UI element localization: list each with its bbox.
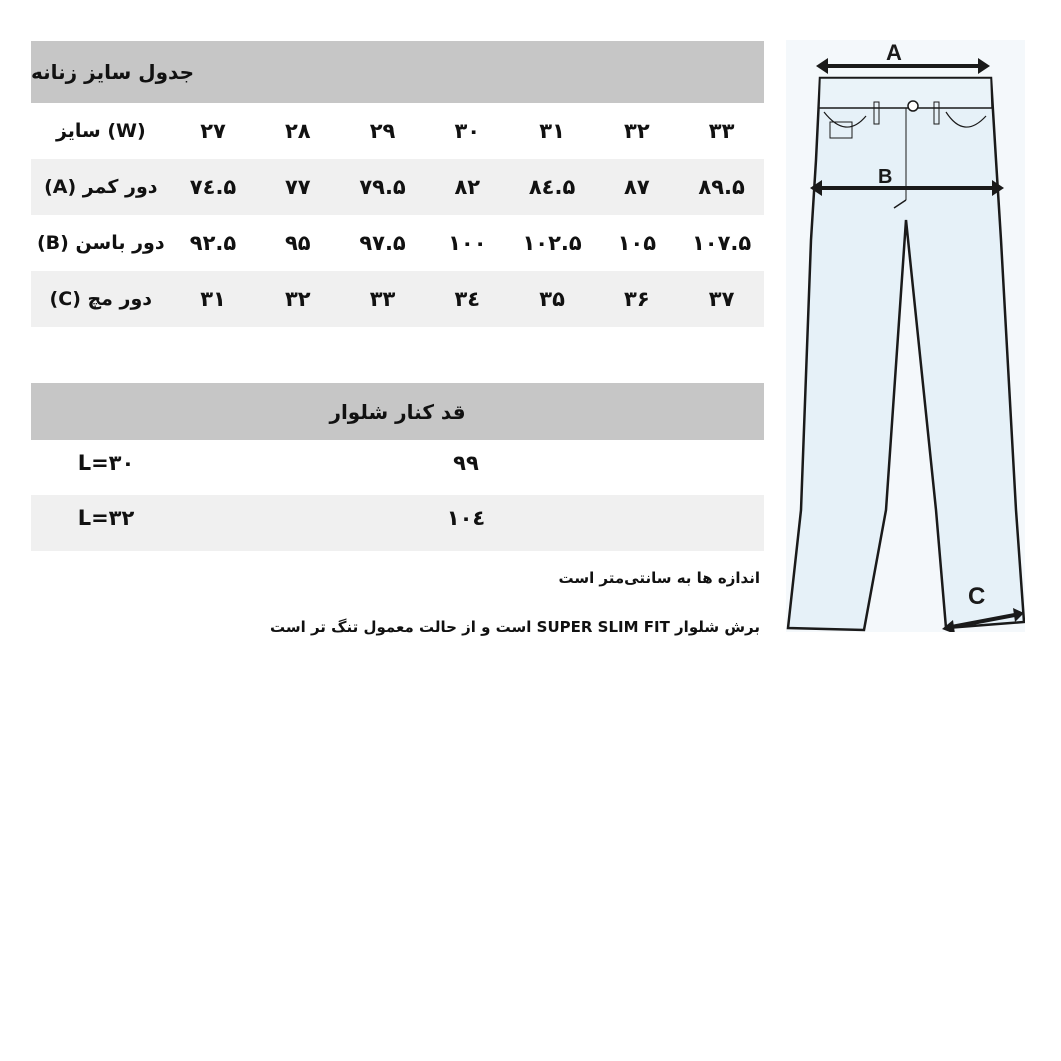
hip-value: ۱۰۲.۵ [522,231,582,255]
length-value: ۱۰٤ [446,506,486,530]
waist-value: ۷۹.۵ [359,175,406,199]
hip-value: ۹۷.۵ [359,231,406,255]
units-note: اندازه ها به سانتی‌متر است [558,569,760,587]
length-value: ۹۹ [453,451,479,475]
jeans-measurement-figure [786,40,1025,632]
ankle-label: دور مچ (C) [49,288,153,310]
size-31: ۳۱ [539,119,565,143]
hip-value: ۱۰۵ [617,231,657,255]
length-row [31,495,764,551]
waist-row [31,159,764,215]
waist-value: ۸۲ [454,175,481,199]
label-a: A [886,40,902,65]
length-row [31,440,764,495]
length-label: L=۳۰ [77,451,135,475]
hip-value: ۱۰۷.۵ [691,231,752,255]
ankle-value: ۳۶ [624,287,650,311]
size-label: (W) سایز [55,120,146,142]
fit-note: برش شلوار SUPER SLIM FIT است و از حالت معمول تنگ تر است [269,618,760,636]
size-table-title: جدول سایز زنانه [31,41,764,103]
waist-label: دور کمر (A) [44,176,158,198]
hip-label: دور باسن (B) [36,232,165,254]
size-27: ۲۷ [200,119,226,143]
ankle-value: ۳۲ [284,287,311,311]
waist-value: ۷٤.۵ [189,175,237,199]
ankle-row [31,271,764,327]
waist-value: ۷۷ [284,175,311,199]
waist-value: ۸۷ [624,175,650,199]
button-icon [908,101,918,111]
waist-value: ۸۹.۵ [698,175,745,199]
size-28: ۲۸ [284,119,311,143]
size-32: ۳۲ [624,119,650,143]
label-b: B [878,166,893,188]
hip-value: ۱۰۰ [448,231,487,255]
waist-value: ۸٤.۵ [528,175,576,199]
ankle-value: ۳۱ [200,287,226,311]
size-header-row [31,103,764,159]
size-29: ۲۹ [369,119,396,143]
ankle-value: ۳۳ [369,287,396,311]
size-33: ۳۳ [708,119,735,143]
length-table [31,383,764,551]
length-label: L=۳۲ [77,506,135,530]
size-table-static [31,41,764,327]
hip-value: ۹۲.۵ [189,231,237,255]
ankle-value: ۳۷ [708,287,735,311]
ankle-value: ۳۵ [539,287,565,311]
size-30: ۳۰ [454,119,481,143]
hip-row [31,215,764,271]
ankle-value: ۳٤ [454,287,481,311]
waistband [819,78,992,108]
label-c: C [968,583,986,610]
hip-value: ۹۵ [284,231,311,255]
length-table-title: قد کنار شلوار [31,383,764,440]
